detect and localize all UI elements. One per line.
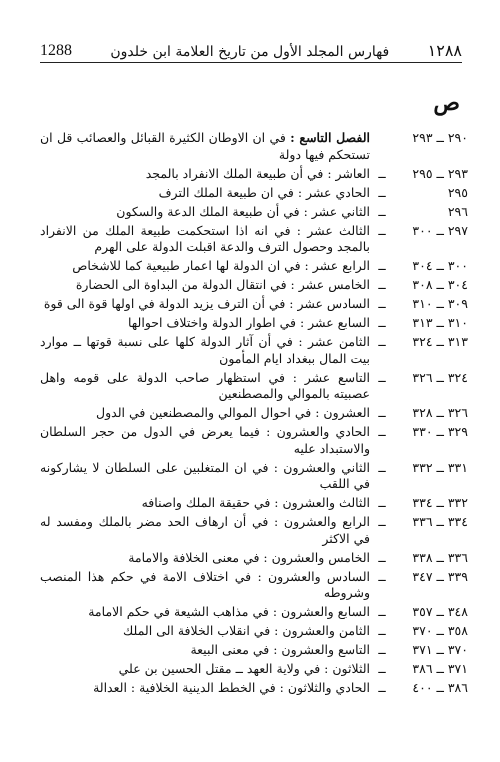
- entry-dash: ــ: [378, 514, 386, 529]
- entry-description: الحادي والثلاثون : في الخطط الدينية الخلافية : العدالة: [93, 680, 370, 695]
- entry-dash: ــ: [378, 680, 386, 695]
- entry-text: [40, 185, 370, 202]
- header-rule: [40, 62, 462, 63]
- page-range: ٣٠٠ ــ ٣٠٤: [412, 258, 468, 273]
- index-entry: [40, 405, 468, 422]
- entry-dash: ــ: [378, 623, 386, 638]
- page-range: ٣٨٦ ــ ٤٠٠: [412, 680, 468, 695]
- entry-description: في ان الاوطان الكثيرة القبائل والعصائب قل ان تستحكم فيها دولة: [40, 130, 370, 162]
- entry-text: [40, 296, 370, 313]
- entry-text: [40, 604, 370, 621]
- entry-text: [40, 223, 370, 256]
- entry-dash: ــ: [378, 203, 386, 219]
- entry-text: [40, 130, 370, 163]
- page-range: ٣٣١ ــ ٣٣٢: [412, 459, 468, 475]
- page-header: [40, 36, 462, 60]
- section-letter: ص: [433, 90, 460, 116]
- index-entry: [40, 223, 468, 256]
- entry-description: العاشر : في أن طبيعة الملك الانفراد بالمجد: [145, 165, 370, 181]
- entry-description: الحادي عشر : في ان طبيعة الملك الترف: [158, 184, 370, 200]
- entry-text: [40, 405, 370, 422]
- entry-dash: ــ: [378, 549, 386, 565]
- entry-description: الثامن والعشرون : في انقلاب الخلافة الى الملك: [123, 623, 370, 638]
- entry-description: الرابع عشر : في ان الدولة لها اعمار طبيعية كما للاشخاص: [72, 258, 370, 273]
- index-entry: [40, 460, 468, 493]
- entry-text: [40, 370, 370, 403]
- page-range: ٣٤٨ ــ ٣٥٧: [412, 604, 468, 619]
- entry-dash: ــ: [378, 642, 386, 657]
- index-entry: [40, 277, 468, 294]
- entry-dash: ــ: [378, 568, 386, 584]
- entry-description: الثالث عشر : في انه اذا استحكمت طبيعة الملك من الانفراد بالمجد وحصول الترف والدعة اقبلت الدولة على الهرم: [40, 222, 370, 254]
- index-entry: [40, 296, 468, 313]
- entry-text: [40, 680, 370, 697]
- entry-text: [40, 569, 370, 602]
- page-range: ٣٧٠ ــ ٣٧١: [412, 642, 468, 657]
- entry-description: السابع عشر : في اطوار الدولة واختلاف احوالها: [127, 315, 370, 330]
- index-entry: [40, 604, 468, 621]
- entry-text: [40, 424, 370, 457]
- index-entry: [40, 680, 468, 697]
- entry-description: الثامن عشر : في أن آثار الدولة كلها على نسبة قوتها ــ موارد بيت المال ببغداد ايام المأمون: [40, 334, 370, 366]
- index-entry: [40, 550, 468, 567]
- entry-dash: ــ: [378, 334, 386, 349]
- page-range: ٢٩٣ ــ ٢٩٥: [412, 165, 468, 181]
- index-entry: [40, 185, 468, 202]
- entry-dash: ــ: [378, 369, 386, 385]
- page-range: ٣١٠ ــ ٣١٣: [412, 315, 468, 330]
- page-range: ٣٥٨ ــ ٣٧٠: [412, 623, 468, 638]
- entry-description: الخامس عشر : في انتقال الدولة من البداوة الى الحضارة: [75, 277, 370, 292]
- index-entry: [40, 334, 468, 367]
- entry-dash: ــ: [378, 315, 386, 330]
- page-number-latin: 1288: [40, 42, 72, 59]
- page-range: ٢٩٦: [447, 203, 468, 219]
- index-entry: [40, 661, 468, 678]
- entry-dash: ــ: [378, 424, 386, 439]
- page-range: ٣٣٢ ــ ٣٣٤: [412, 495, 468, 510]
- entry-text: [40, 514, 370, 547]
- page-range: ٣٣٤ ــ ٣٣٦: [412, 514, 468, 529]
- entry-dash: ــ: [378, 459, 386, 475]
- entry-description: التاسع عشر : في استظهار صاحب الدولة على قومه واهل عصبيته بالموالي والمصطنعين: [40, 369, 370, 401]
- page-range: ٣٠٩ ــ ٣١٠: [412, 296, 468, 311]
- page-range: ٣٣٦ ــ ٣٣٨: [412, 549, 468, 565]
- entry-dash: ــ: [378, 405, 386, 420]
- entry-dash: ــ: [378, 296, 386, 311]
- page-range: ٣٣٩ ــ ٣٤٧: [412, 568, 468, 584]
- page-range: ٣٠٤ ــ ٣٠٨: [412, 277, 468, 292]
- entry-description: التاسع والعشرون : في معنى البيعة: [190, 642, 370, 657]
- page-range: ٣١٣ ــ ٣٢٤: [412, 334, 468, 349]
- running-title: فهارس المجلد الأول من تاريخ العلامة ابن خلدون: [110, 44, 390, 60]
- index-entry: [40, 166, 468, 183]
- index-list: [40, 130, 468, 699]
- page-range: ٣٧١ ــ ٣٨٦: [412, 661, 468, 676]
- entry-text: [40, 315, 370, 332]
- entry-description: الثالث والعشرون : في حقيقة الملك واصنافه: [141, 495, 370, 510]
- entry-description: الخامس والعشرون : في معنى الخلافة والامامة: [128, 549, 370, 565]
- index-entry: [40, 642, 468, 659]
- index-entry: [40, 130, 468, 163]
- page-range: ٣٢٩ ــ ٣٣٠: [412, 424, 468, 439]
- entry-text: [40, 623, 370, 640]
- entry-text: [40, 334, 370, 367]
- entry-dash: ــ: [378, 661, 386, 676]
- entry-description: السادس عشر : في أن الترف يزيد الدولة في اولها قوة الى قوة: [43, 296, 370, 311]
- entry-dash: ــ: [378, 277, 386, 292]
- index-entry: [40, 495, 468, 512]
- entry-dash: ــ: [378, 165, 386, 181]
- page-range: ٢٩٧ ــ ٣٠٠: [412, 222, 468, 238]
- entry-text: [40, 204, 370, 221]
- entry-description: السادس والعشرون : في اختلاف الامة في حكم هذا المنصب وشروطه: [40, 568, 370, 600]
- entry-description: العشرون : في احوال الموالي والمصطنعين في الدول: [96, 405, 370, 420]
- entry-dash: ــ: [378, 604, 386, 619]
- entry-description: السابع والعشرون : في مذاهب الشيعة في حكم الامامة: [88, 604, 370, 619]
- index-entry: [40, 623, 468, 640]
- chapter-label: الفصل التاسع :: [290, 130, 371, 145]
- index-entry: [40, 514, 468, 547]
- index-entry: [40, 569, 468, 602]
- entry-description: الثاني والعشرون : في ان المتغلبين على السلطان لا يشاركونه في اللقب: [40, 459, 370, 491]
- index-entry: [40, 424, 468, 457]
- entry-text: [40, 460, 370, 493]
- entry-text: [40, 661, 370, 678]
- entry-text: [40, 550, 370, 567]
- entry-dash: ــ: [378, 495, 386, 510]
- entry-description: الثلاثون : في ولاية العهد ــ مقتل الحسين بن علي: [118, 661, 370, 676]
- entry-text: [40, 258, 370, 275]
- entry-dash: ــ: [378, 222, 386, 238]
- entry-text: [40, 277, 370, 294]
- entry-text: [40, 642, 370, 659]
- entry-dash: ــ: [378, 258, 386, 273]
- entry-description: الثاني عشر : في أن طبيعة الملك الدعة والسكون: [116, 203, 370, 219]
- index-entry: [40, 315, 468, 332]
- entry-text: [40, 166, 370, 183]
- index-entry: [40, 370, 468, 403]
- entry-dash: ــ: [378, 184, 386, 200]
- page-range: ٢٩٠ ــ ٢٩٣: [412, 130, 468, 145]
- entry-description: الحادي والعشرون : فيما يعرض في الدول من حجر السلطان والاستبداد عليه: [40, 424, 370, 456]
- page-range: ٣٢٦ ــ ٣٢٨: [412, 405, 468, 420]
- page-range: ٢٩٥: [447, 184, 468, 200]
- index-entry: [40, 204, 468, 221]
- entry-text: [40, 495, 370, 512]
- page-number-arabic: ١٢٨٨: [427, 41, 462, 60]
- index-entry: [40, 258, 468, 275]
- entry-description: الرابع والعشرون : في أن ارهاف الحد مضر بالملك ومفسد له في الاكثر: [40, 514, 370, 546]
- page-range: ٣٢٤ ــ ٣٢٦: [412, 369, 468, 385]
